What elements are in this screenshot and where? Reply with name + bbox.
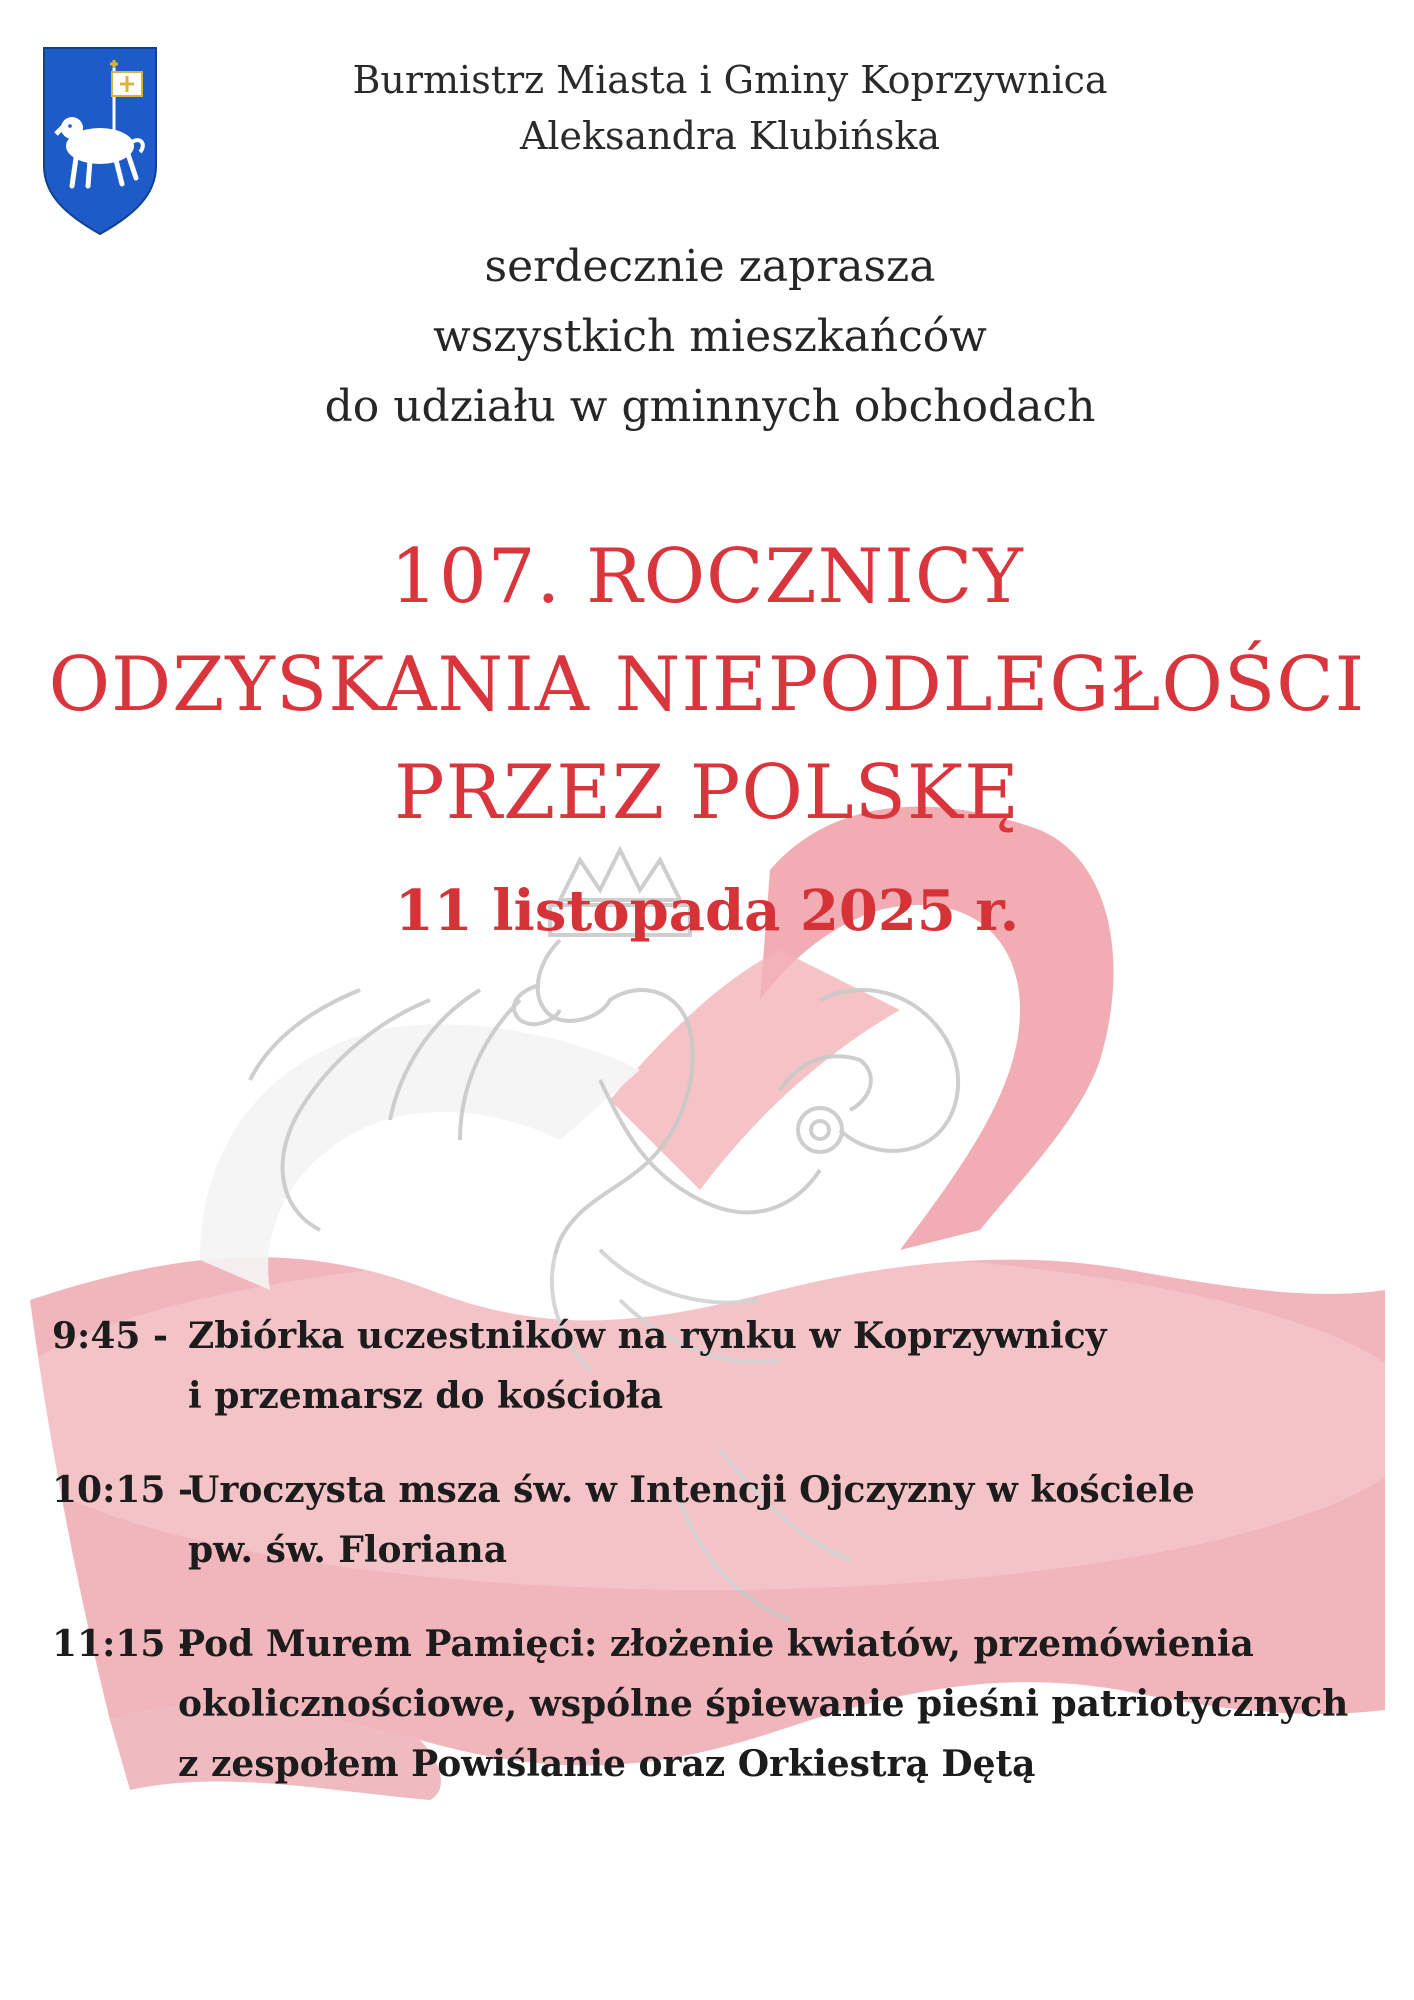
schedule-time: 11:15 - [52, 1623, 193, 1665]
schedule-text: pw. św. Floriana [188, 1529, 508, 1571]
invitation-text [200, 232, 1220, 442]
header [280, 52, 1180, 164]
schedule-item [52, 1306, 1382, 1426]
mayor-title: Burmistrz Miasta i Gminy Koprzywnica [352, 58, 1108, 102]
invite-line: serdecznie zaprasza [484, 241, 936, 292]
schedule-text: z zespołem Powiślanie oraz Orkiestrą Dętą [178, 1743, 1036, 1785]
title-line: PRZEZ POLSKĘ [394, 748, 1020, 836]
invite-line: wszystkich mieszkańców [433, 311, 987, 362]
schedule-text: okolicznościowe, wspólne śpiewanie pieśni patriotycznych [178, 1683, 1349, 1725]
schedule-text: Uroczysta msza św. w Intencji Ojczyzny w kościele [188, 1469, 1195, 1511]
schedule-text: Zbiórka uczestników na rynku w Koprzywnicy [188, 1315, 1107, 1357]
schedule-text: i przemarsz do kościoła [188, 1375, 664, 1417]
invite-line: do udziału w gminnych obchodach [324, 381, 1096, 432]
schedule-time: 10:15 - [52, 1469, 193, 1511]
event-date: 11 listopada 2025 r. [394, 878, 1020, 944]
title-line: ODZYSKANIA NIEPODLEGŁOŚCI [48, 640, 1366, 728]
schedule-item [52, 1614, 1382, 1794]
lamb-with-banner-crest-icon [42, 46, 158, 236]
mayor-name: Aleksandra Klubińska [519, 114, 941, 158]
schedule [52, 1306, 1382, 1828]
event-title [0, 522, 1414, 846]
schedule-time: 9:45 - [52, 1315, 168, 1357]
title-line: 107. ROCZNICY [390, 532, 1024, 620]
schedule-item [52, 1460, 1382, 1580]
schedule-text: Pod Murem Pamięci: złożenie kwiatów, przemówienia [178, 1623, 1254, 1665]
